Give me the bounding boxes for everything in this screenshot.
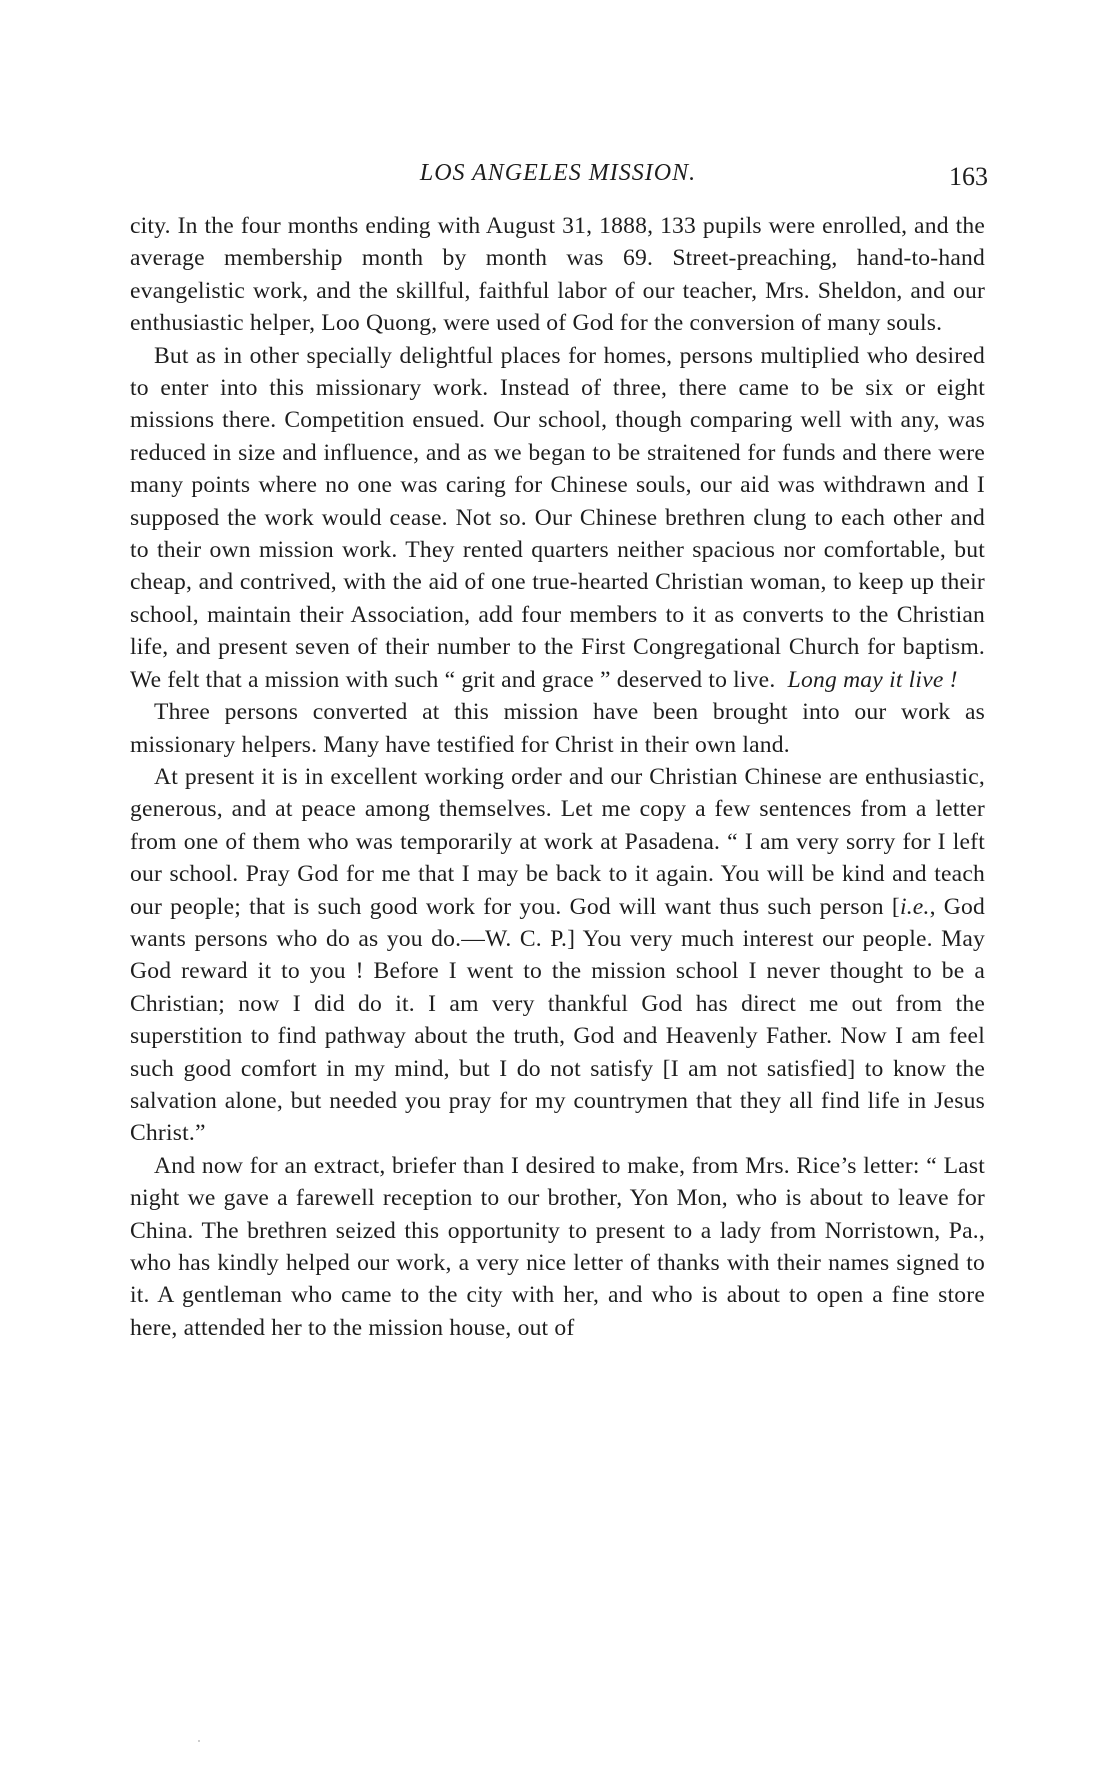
page-number: 163 [949,162,988,191]
running-title: LOS ANGELES MISSION. [419,160,697,186]
paragraph-2-italic-text: Long may it live ! [787,666,958,693]
paragraph-3-text: Three persons converted at this mission have been brought into our work as missionary helpers. Many have testified for Christ in their own land. [130,699,985,758]
body-text [130,210,985,1344]
paragraph-4-text-b: , God wants persons who do as you do.—W. C. P.] You very much interest our people. May God reward it to you ! Before I went to the mission school I never thought to be a Christian; now I did do it. I am very thankful God has direct me out from the superstition to find pathway about the truth, God and Heavenly Father. Now I am feel such good comfort in my mind, but I do not satisfy [I am not satisfied] to know the salvation alone, but needed you pray for my countrymen that they all find life in Jesus Christ.” [130,893,985,1147]
scan-speck [198,1740,200,1742]
paragraph-4-text-a: At present it is in excellent working order and our Christian Chinese are enthusiastic, generous, and at peace among themselves. Let me copy a few sentences from a letter from one of them who was temporarily at work at Pasadena. “ I am very sorry for I left our school. Pray God for me that I may be back to it again. You will be kind and teach our people; that is such good work for you. God will want thus such person [ [130,763,985,920]
paragraph-3 [130,696,985,761]
paragraph-1 [130,210,985,340]
paragraph-5-text: And now for an extract, briefer than I desired to make, from Mrs. Rice’s letter: “ Last night we gave a farewell reception to our brother, Yon Mon, who is about to leave for China. The brethren seized this opportunity to present to a lady from Norristown, Pa., who has kindly helped our work, a very nice letter of thanks with their names signed to it. A gentleman who came to the city with her, and who is about to open a fine store here, attended her to the mission house, out of [130,1152,985,1341]
paragraph-4 [130,761,985,1150]
page-header [128,158,988,198]
paragraph-2-text: But as in other specially delightful places for homes, persons multiplied who desired to enter into this missionary work. Instead of three, there came to be six or eight missions there. Competition ensued. Our school, though comparing well with any, was reduced in size and influence, and as we began to be straitened for funds and there were many points where no one was caring for Chinese souls, our aid was withdrawn and I supposed the work would cease. Not so. Our Chinese brethren clung to each other and to their own mission work. They rented quarters neither spacious nor comfortable, but cheap, and contrived, with the aid of one true-hearted Christian woman, to keep up their school, maintain their Association, add four members to it as converts to the Christian life, and present seven of their number to the First Congregational Church for baptism. We felt that a mission with such “ grit and grace ” deserved to live. [130,342,985,693]
paragraph-4-ie: i.e. [899,893,930,920]
paragraph-1-text: city. In the four months ending with August 31, 1888, 133 pupils were enrolled, and the average membership month by month was 69. Street-preaching, hand-to-hand evangelistic work, and the skillful, faithful labor of our teacher, Mrs. Sheldon, and our enthusiastic helper, Loo Quong, were used of God for the conversion of many souls. [130,213,985,337]
paragraph-5 [130,1150,985,1344]
paragraph-2 [130,340,985,696]
